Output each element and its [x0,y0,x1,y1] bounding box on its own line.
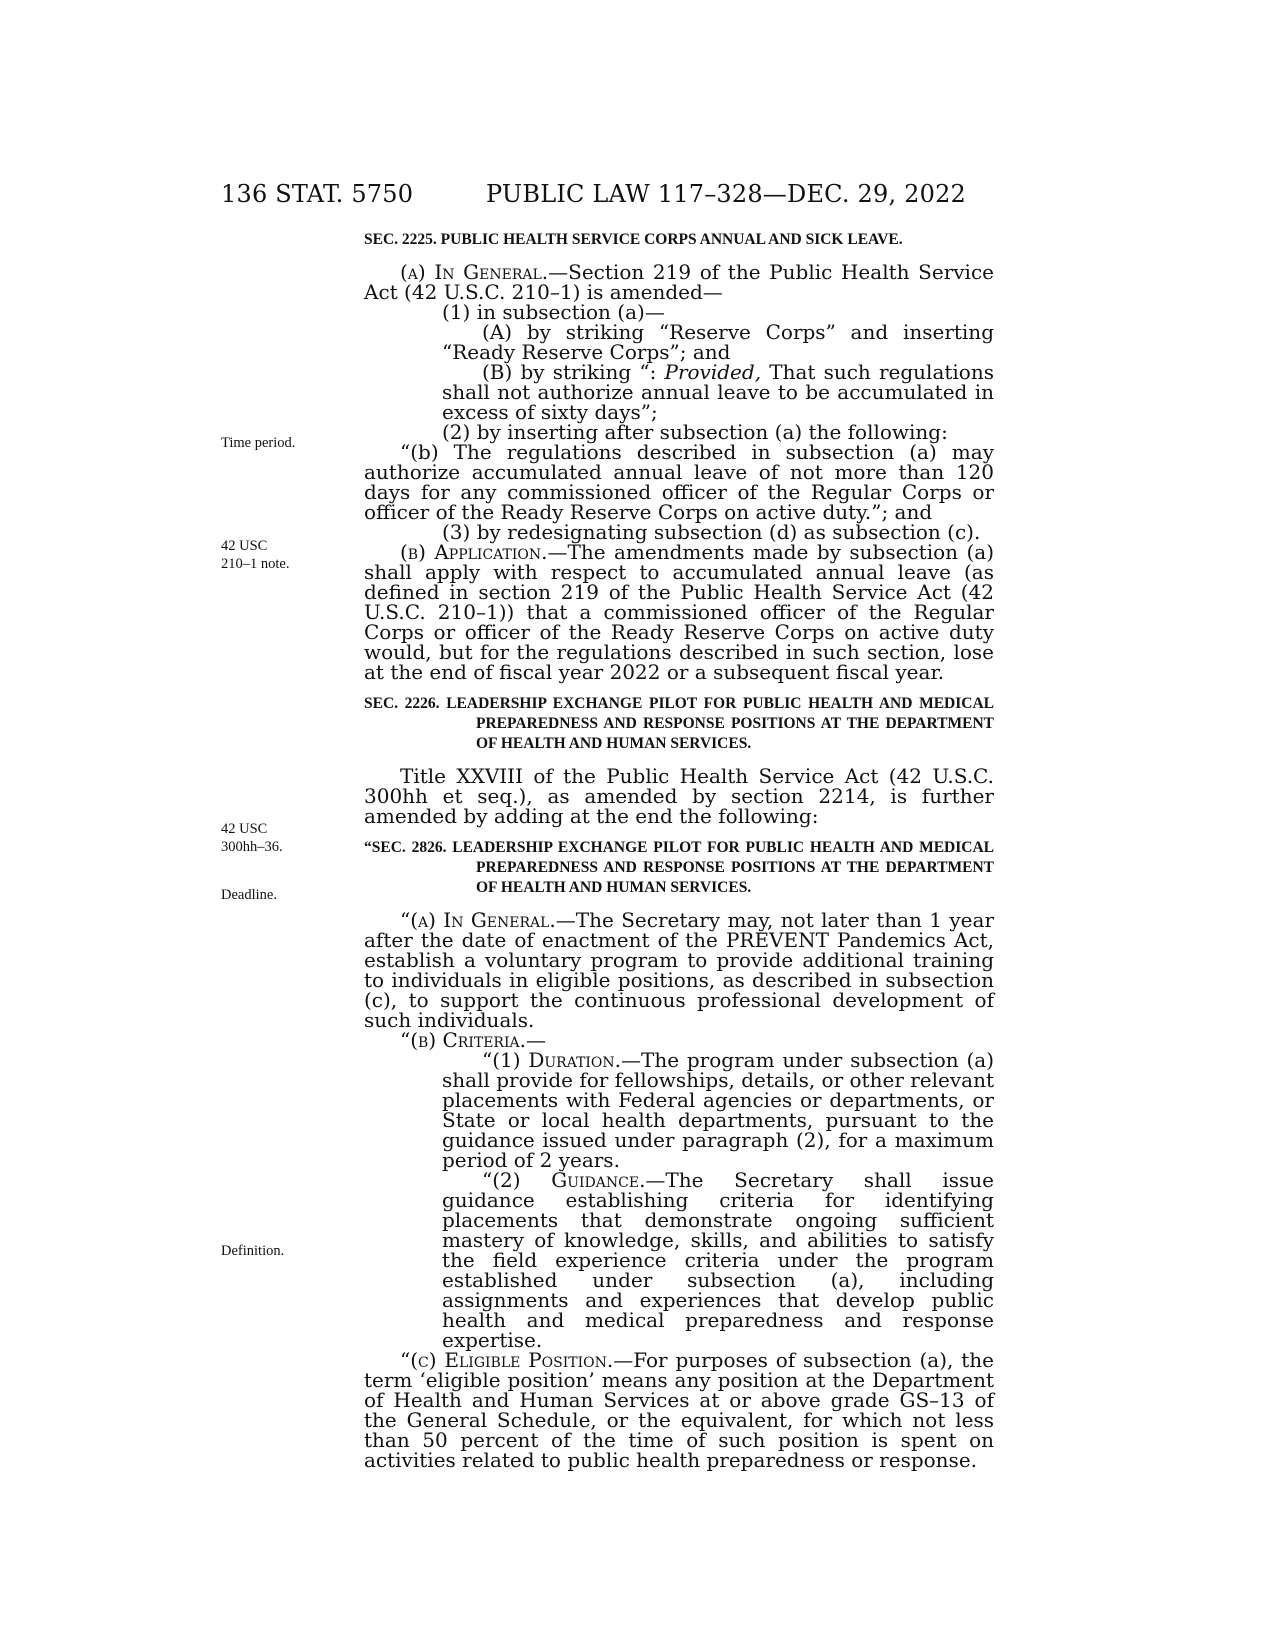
paragraph-2225-a3: (3) by redesignating subsection (d) as subsection (c). [442,520,981,544]
paragraph-2826-b1 [364,1050,994,1170]
subsection-label: “(a) In General. [400,908,556,932]
section-heading-2226: SEC. 2226. LEADERSHIP EXCHANGE PILOT FOR PUBLIC HEALTH AND MEDICAL PREPAREDNESS AND RESPONSE POSITIONS AT THE DEPARTMENT OF HEALTH AND HUMAN SERVICES. [364,695,994,752]
italic-text: Provided, [664,360,762,384]
paragraph-text: (B) by striking “: [482,360,665,384]
paragraph-text: —The amendments made by subsection (a) shall apply with respect to accumulated annual leave (as defined in section 219 of the Public Health Service Act (42 U.S.C. 210–1)) that a commissioned officer of the Regular Corps or officer of the Ready Reserve Corps on active duty would, but for the regulations described in such section, lose at the end of fiscal year 2022 or a subsequent fiscal year. [364,540,995,684]
margin-note-line: 300hh–36. [221,839,283,855]
subsection-label: “(b) Criteria. [400,1028,526,1052]
subsection-label: (a) In General. [400,260,549,284]
paragraph-2225-a [364,262,994,302]
paragraph-2225-b [364,542,994,682]
stat-page-number: 136 STAT. 5750 [221,180,414,208]
paragraph-text: —The Secretary shall issue guidance establishing criteria for identifying placements that demonstrate ongoing sufficient mastery of knowledge, skills, and abilities to satisfy the field experience criteria under the program established under subsection (a), including assignments and experiences that develop public health and medical preparedness and response expertise. [442,1168,994,1352]
margin-note-usc-300hh [221,820,283,856]
section-heading-2225: SEC. 2225. PUBLIC HEALTH SERVICE CORPS ANNUAL AND SICK LEAVE. [364,231,903,248]
paragraph-2826-b [364,1030,994,1050]
paragraph-text: —For purposes of subsection (a), the term ‘eligible position’ means any position at the Department of Health and Human Services at or above grade GS–13 of the General Schedule, or the equivalent, for which not less than 50 percent of the time of such position is spent on activities related to public health preparedness or response. [364,1348,994,1472]
page-header [221,180,1001,220]
paragraph-2226-intro: Title XXVIII of the Public Health Service Act (42 U.S.C. 300hh et seq.), as amended by section 2214, is further amended by adding at the end the following: [364,764,994,828]
paragraph-2826-a [364,910,994,1030]
body-text [364,224,994,1470]
paragraph-2225-a2: (2) by inserting after subsection (a) the following: [442,420,948,444]
paragraph-2225-aA: (A) by striking “Reserve Corps” and inserting “Ready Reserve Corps”; and [442,320,994,364]
paragraph-2225-aB [364,362,994,422]
margin-note-time-period: Time period. [221,435,296,451]
margin-note-line: 42 USC [221,821,268,837]
paragraph-2826-c [364,1350,994,1470]
paragraph-2225-a1: (1) in subsection (a)— [442,300,665,324]
paragraph-text: —The program under subsection (a) shall provide for fellowships, details, or other relevant placements with Federal agencies or departments, or State or local health departments, pursuant to the guidance issued under paragraph (2), for a maximum period of 2 years. [442,1048,995,1172]
margin-note-line: 42 USC [221,538,268,554]
paragraph-text: —The Secretary may, not later than 1 year after the date of enactment of the PREVENT Pandemics Act, establish a voluntary program to provide additional training to individuals in eligible positions, as described in subsection (c), to support the continuous professional development of such individuals. [364,908,995,1032]
public-law-title: PUBLIC LAW 117–328—DEC. 29, 2022 [486,180,967,208]
paragraph-2826-b2 [364,1170,994,1350]
margin-note-deadline: Deadline. [221,887,277,903]
subsection-label: “(c) Eligible Position. [400,1348,614,1372]
section-heading-2826: “SEC. 2826. LEADERSHIP EXCHANGE PILOT FOR PUBLIC HEALTH AND MEDICAL PREPAREDNESS AND RESPONSE POSITIONS AT THE DEPARTMENT OF HEALTH AND HUMAN SERVICES. [364,839,994,896]
paragraph-label: “(2) Guidance. [482,1168,646,1192]
margin-note-definition: Definition. [221,1243,285,1259]
paragraph-2225-quoted-b: “(b) The regulations described in subsection (a) may authorize accumulated annual leave of not more than 120 days for any commissioned officer of the Regular Corps or officer of the Ready Reserve Corps on active duty.”; and [364,440,994,524]
paragraph-label: “(1) Duration. [482,1048,622,1072]
paragraph-text: — [525,1028,546,1052]
subsection-label: (b) Application. [400,540,548,564]
paragraph-text: —Section 219 of the Public Health Service Act (42 U.S.C. 210–1) is amended— [364,260,994,304]
margin-note-line: 210–1 note. [221,556,290,572]
paragraph-text: That such regulations shall not authorize annual leave to be accumulated in excess of sixty days”; [442,360,994,424]
margin-note-usc-210 [221,537,289,573]
